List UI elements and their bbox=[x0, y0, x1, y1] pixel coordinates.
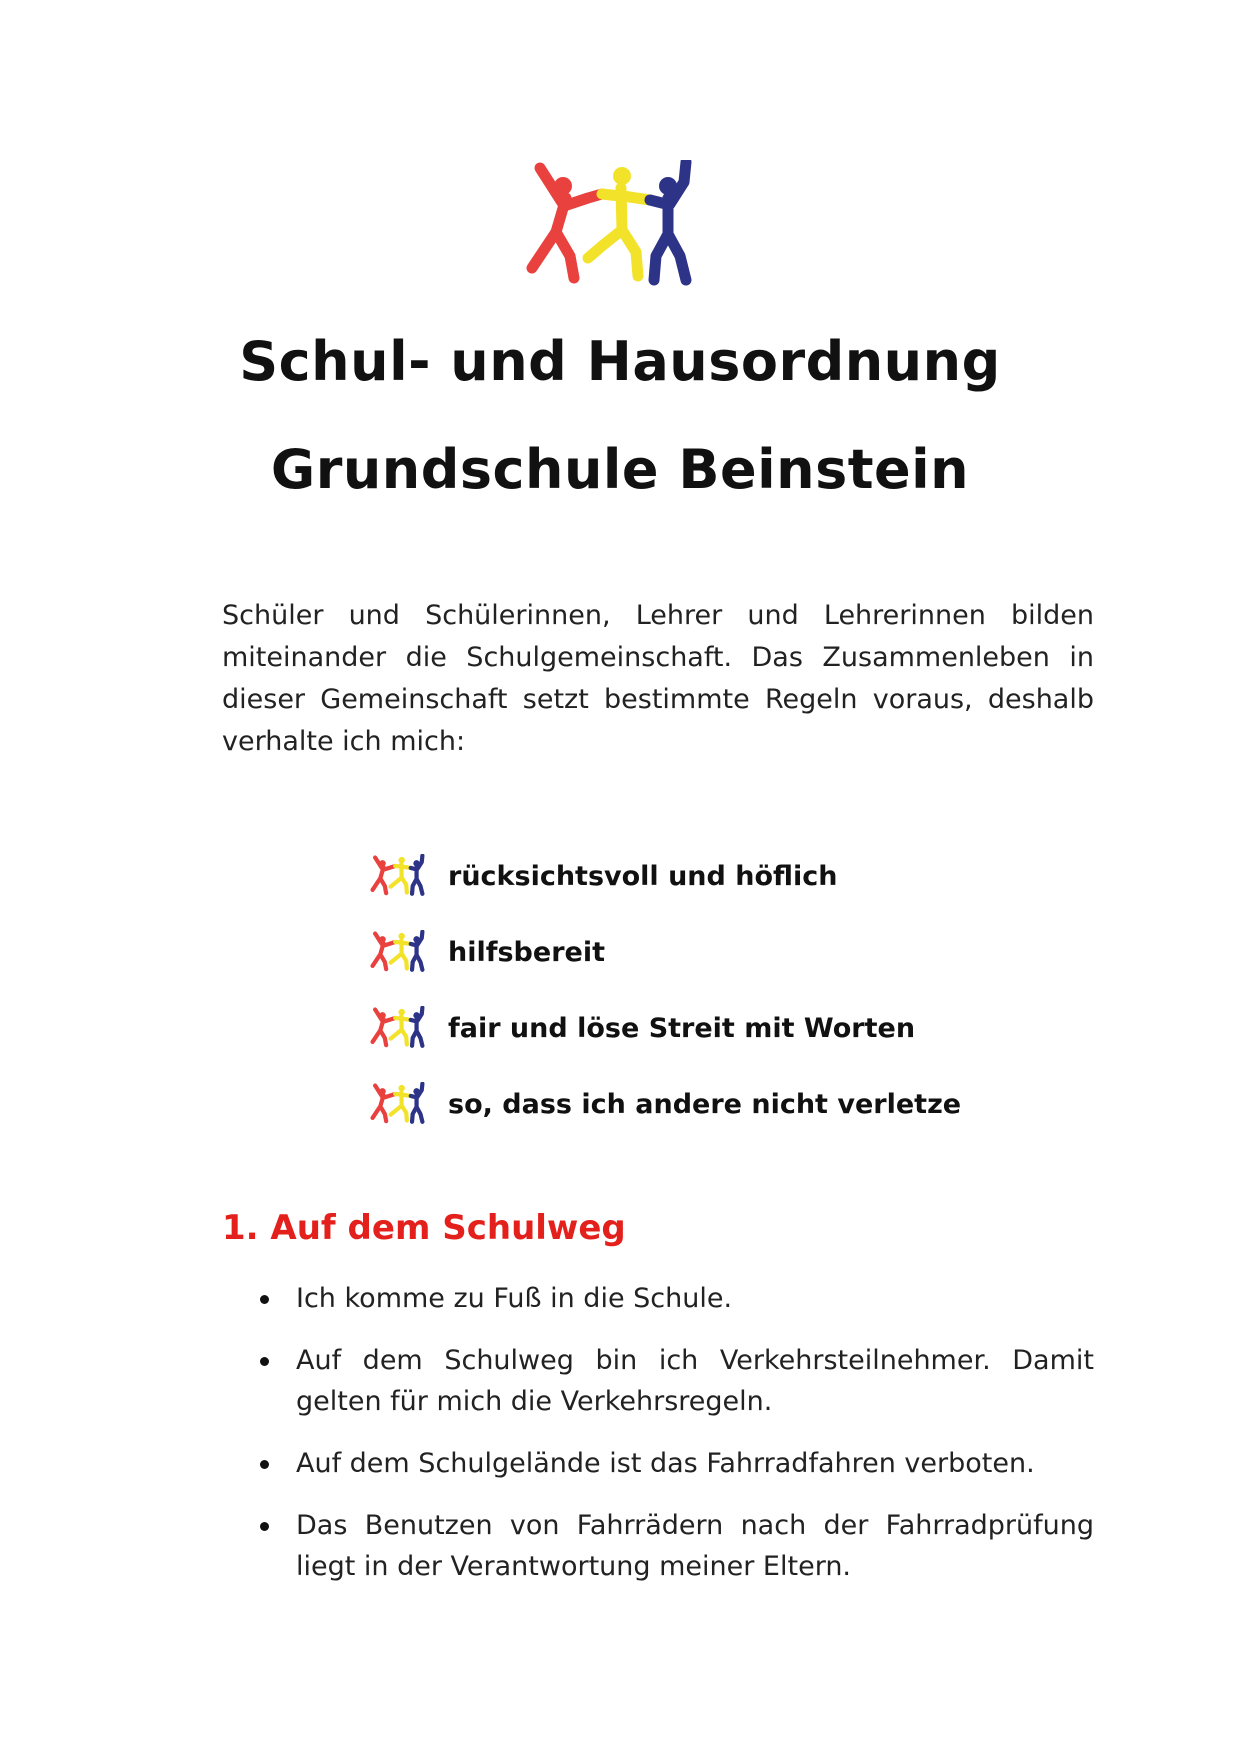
bullet-dot-icon bbox=[260, 1522, 269, 1531]
intro-paragraph: Schüler und Schülerinnen, Lehrer und Lehrerinnen bilden miteinander die Schulgemeinschaft. Das Zusammenleben in dieser Gemeinschaft setzt bestimmte Regeln voraus, deshalb verhalte ich mich: bbox=[222, 600, 1094, 757]
yellow-figure-icon bbox=[588, 167, 650, 276]
rule-text: Das Benutzen von Fahrrädern nach der Fahrradprüfung liegt in der Verantwortung meiner Eltern. bbox=[296, 1510, 1094, 1582]
school-logo-bullet-icon bbox=[368, 854, 436, 898]
list-item bbox=[222, 1278, 1094, 1319]
values-list bbox=[368, 838, 961, 1142]
list-item bbox=[368, 838, 961, 914]
school-logo-bullet-icon bbox=[368, 930, 436, 974]
value-label: fair und löse Streit mit Worten bbox=[448, 1012, 916, 1044]
rules-list bbox=[222, 1278, 1094, 1608]
page-title: Schul- und Hausordnung bbox=[239, 330, 1001, 393]
school-name: Grundschule Beinstein bbox=[270, 438, 970, 501]
list-item bbox=[368, 914, 961, 990]
bullet-dot-icon bbox=[260, 1460, 269, 1469]
school-logo-bullet-icon bbox=[368, 1006, 436, 1050]
value-label: so, dass ich andere nicht verletze bbox=[448, 1088, 962, 1120]
list-item bbox=[222, 1340, 1094, 1422]
blue-figure-icon bbox=[650, 162, 686, 280]
value-label: rücksichtsvoll und höflich bbox=[448, 860, 838, 892]
school-logo-bullet-icon bbox=[368, 1082, 436, 1126]
bullet-dot-icon bbox=[260, 1357, 269, 1366]
bullet-dot-icon bbox=[260, 1295, 269, 1304]
school-logo-icon bbox=[518, 160, 728, 290]
section-heading: 1. Auf dem Schulweg bbox=[222, 1208, 626, 1248]
list-item bbox=[222, 1505, 1094, 1587]
rule-text: Auf dem Schulweg bin ich Verkehrsteilnehmer. Damit gelten für mich die Verkehrsregeln. bbox=[296, 1345, 1094, 1417]
rule-text: Ich komme zu Fuß in die Schule. bbox=[296, 1283, 733, 1314]
list-item bbox=[222, 1443, 1094, 1484]
rule-text: Auf dem Schulgelände ist das Fahrradfahren verboten. bbox=[296, 1448, 1035, 1479]
value-label: hilfsbereit bbox=[448, 936, 605, 968]
list-item bbox=[368, 990, 961, 1066]
list-item bbox=[368, 1066, 961, 1142]
